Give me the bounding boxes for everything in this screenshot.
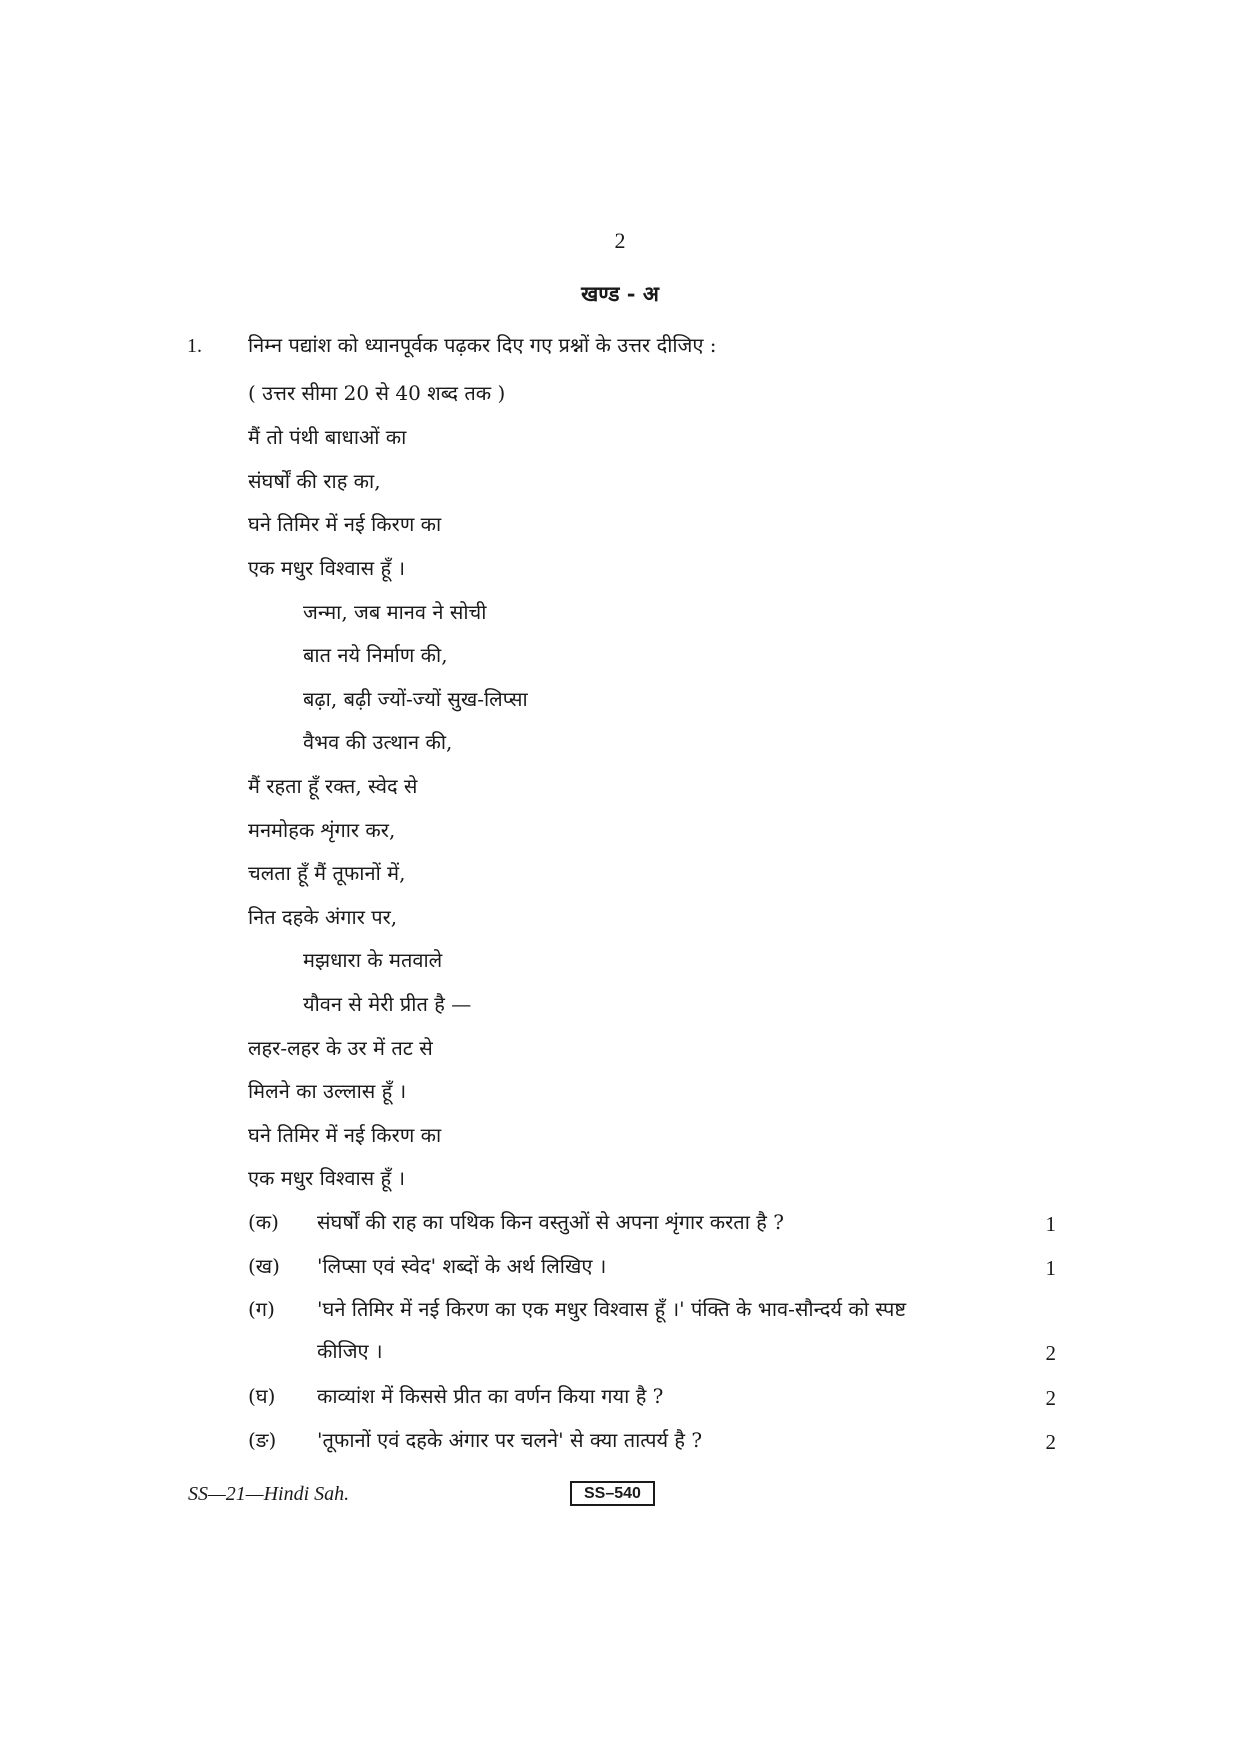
poem-line: मनमोहक शृंगार कर, xyxy=(248,818,396,842)
poem-line: मिलने का उल्लास हूँ । xyxy=(248,1079,407,1103)
footer-code-box: SS–540 xyxy=(570,1481,655,1506)
sub-question-marks: 2 xyxy=(1045,1341,1056,1365)
sub-question-marks: 1 xyxy=(1045,1256,1056,1280)
question-number: 1. xyxy=(187,335,202,357)
sub-question-text: 'लिप्सा एवं स्वेद' शब्दों के अर्थ लिखिए । xyxy=(317,1254,607,1278)
poem-line: मैं रहता हूँ रक्त, स्वेद से xyxy=(248,774,418,798)
poem-line: वैभव की उत्थान की, xyxy=(303,730,453,754)
poem-line: एक मधुर विश्वास हूँ । xyxy=(248,556,406,580)
poem-line: जन्मा, जब मानव ने सोची xyxy=(303,600,487,624)
poem-line: एक मधुर विश्वास हूँ । xyxy=(248,1166,406,1190)
poem-line: संघर्षों की राह का, xyxy=(248,469,381,493)
page-number: 2 xyxy=(614,228,626,253)
poem-line: नित दहके अंगार पर, xyxy=(248,905,398,929)
sub-question-text: संघर्षों की राह का पथिक किन वस्तुओं से अपना शृंगार करता है ? xyxy=(317,1210,784,1234)
sub-question-marks: 2 xyxy=(1045,1386,1056,1410)
section-heading: खण्ड - अ xyxy=(581,281,659,306)
poem-line: घने तिमिर में नई किरण का xyxy=(248,1123,442,1147)
sub-question-text: 'घने तिमिर में नई किरण का एक मधुर विश्वास हूँ ।' पंक्ति के भाव-सौन्दर्य को स्पष्ट xyxy=(317,1297,907,1321)
sub-question-label: (ङ) xyxy=(248,1428,277,1452)
sub-question-label: (क) xyxy=(248,1210,279,1234)
poem-line: मैं तो पंथी बाधाओं का xyxy=(248,425,407,449)
poem-line: चलता हूँ मैं तूफानों में, xyxy=(248,861,406,885)
sub-question-label: (घ) xyxy=(248,1384,276,1408)
word-limit: ( उत्तर सीमा 20 से 40 शब्द तक ) xyxy=(248,381,506,405)
sub-question-text: काव्यांश में किससे प्रीत का वर्णन किया गया है ? xyxy=(317,1384,664,1408)
sub-question-label: (ग) xyxy=(248,1297,275,1321)
sub-question-text: 'तूफानों एवं दहके अंगार पर चलने' से क्या तात्पर्य है ? xyxy=(317,1428,703,1452)
poem-line: बात नये निर्माण की, xyxy=(303,643,448,667)
poem-line: लहर-लहर के उर में तट से xyxy=(248,1036,433,1060)
sub-question-marks: 1 xyxy=(1045,1212,1056,1236)
poem-line: घने तिमिर में नई किरण का xyxy=(248,512,442,536)
poem-line: मझधारा के मतवाले xyxy=(303,948,443,972)
poem-line: यौवन से मेरी प्रीत है — xyxy=(303,992,472,1016)
sub-question-marks: 2 xyxy=(1045,1430,1056,1454)
question-instruction: निम्न पद्यांश को ध्यानपूर्वक पढ़कर दिए गए प्रश्नों के उत्तर दीजिए : xyxy=(248,333,717,357)
footer-paper-id: SS—21—Hindi Sah. xyxy=(188,1483,350,1505)
sub-question-text-continued: कीजिए । xyxy=(317,1339,383,1363)
poem-line: बढ़ा, बढ़ी ज्यों-ज्यों सुख-लिप्सा xyxy=(303,687,528,711)
sub-question-label: (ख) xyxy=(248,1254,280,1278)
